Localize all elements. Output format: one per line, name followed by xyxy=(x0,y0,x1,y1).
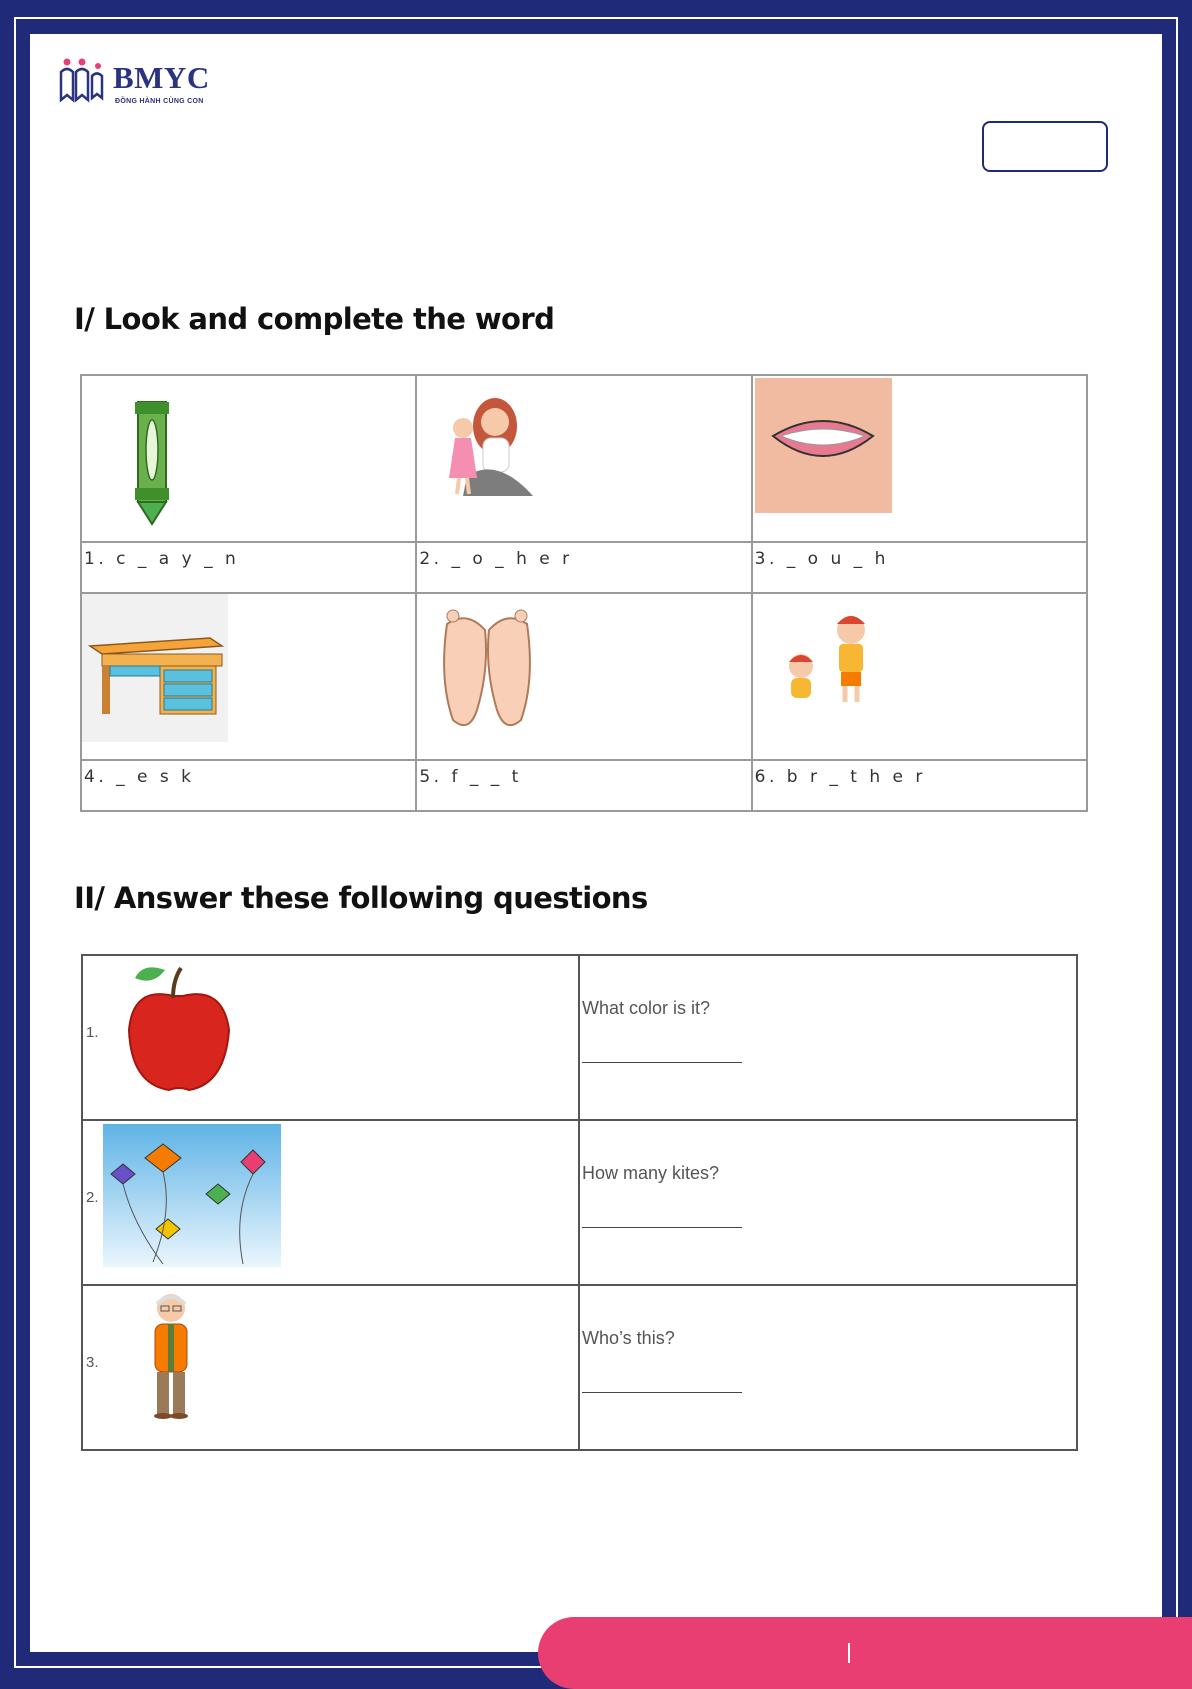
word-puzzle: 6. b r _ t h e r xyxy=(754,767,926,787)
apple-icon xyxy=(103,956,303,1116)
word-cell[interactable] xyxy=(81,542,416,593)
answer-cell[interactable] xyxy=(579,1285,1077,1450)
picture-cell xyxy=(82,1120,579,1285)
question-text: Who’s this? xyxy=(582,1328,675,1348)
picture-cell xyxy=(752,593,1087,760)
question-number: 3. xyxy=(86,1354,99,1371)
answer-line[interactable] xyxy=(582,1227,742,1228)
kites-icon xyxy=(103,1124,283,1269)
answer-cell[interactable] xyxy=(579,1120,1077,1285)
question-number: 1. xyxy=(86,1024,99,1041)
picture-cell xyxy=(82,955,579,1120)
family-logo-icon xyxy=(58,56,110,106)
worksheet-page xyxy=(30,34,1162,1652)
section-1-title: I/ Look and complete the word xyxy=(74,302,555,336)
picture-cell xyxy=(81,593,416,760)
word-cell[interactable] xyxy=(752,760,1087,811)
question-number: 2. xyxy=(86,1189,99,1206)
picture-cell xyxy=(416,593,751,760)
desk-icon xyxy=(82,594,282,754)
grandfather-icon xyxy=(123,1286,323,1446)
section-2-title: II/ Answer these following questions xyxy=(74,881,648,915)
question-table xyxy=(81,954,1078,1451)
word-cell[interactable] xyxy=(81,760,416,811)
word-puzzle: 2. _ o _ h e r xyxy=(419,549,573,569)
brand-name: BMYC xyxy=(113,60,210,95)
score-box[interactable] xyxy=(982,121,1108,172)
picture-cell xyxy=(82,1285,579,1450)
answer-cell[interactable] xyxy=(579,955,1077,1120)
picture-cell xyxy=(416,375,751,542)
brand-tagline: ĐỒNG HÀNH CÙNG CON xyxy=(115,98,204,105)
answer-line[interactable] xyxy=(582,1062,742,1063)
feet-icon xyxy=(417,594,617,754)
footer-bar xyxy=(538,1617,1192,1689)
word-puzzle: 4. _ e s k xyxy=(84,767,195,787)
word-cell[interactable] xyxy=(752,542,1087,593)
word-puzzle: 5. f _ _ t xyxy=(419,767,522,787)
footer-separator xyxy=(848,1643,850,1663)
picture-cell xyxy=(752,375,1087,542)
answer-line[interactable] xyxy=(582,1392,742,1393)
brother-icon xyxy=(753,594,953,754)
word-puzzle: 3. _ o u _ h xyxy=(754,549,889,569)
brand-logo xyxy=(58,56,238,116)
mouth-icon xyxy=(753,376,953,536)
word-puzzle: 1. c _ a y _ n xyxy=(84,549,240,569)
word-table xyxy=(80,374,1088,812)
question-text: How many kites? xyxy=(582,1163,720,1183)
mother-icon xyxy=(417,376,617,536)
picture-cell xyxy=(81,375,416,542)
crayon-icon xyxy=(82,376,282,536)
question-text: What color is it? xyxy=(582,998,711,1018)
word-cell[interactable] xyxy=(416,760,751,811)
word-cell[interactable] xyxy=(416,542,751,593)
